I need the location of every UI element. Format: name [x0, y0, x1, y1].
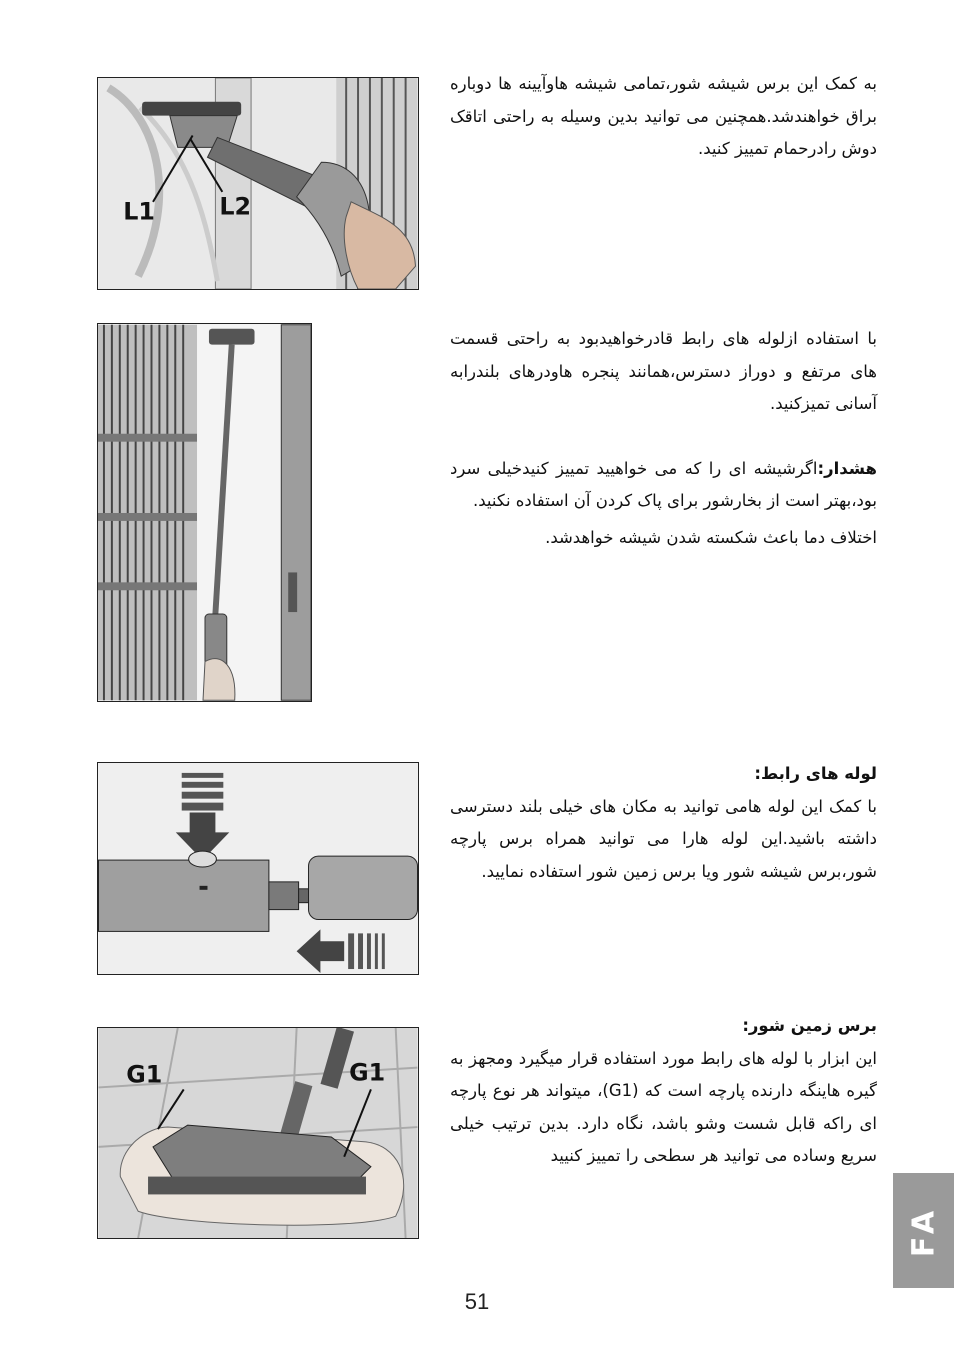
warning-label: هشدار:: [817, 458, 877, 478]
warning-text: اگرشیشه ای را که می خواهیید تمییز کنیدخیلی سرد بود،بهتر است از بخارشور برای پاک کردن آن استفاده نکنید.: [450, 458, 877, 510]
section1-paragraph: به کمک این برس شیشه شور،تمامی شیشه هاوآیینه ها دوباره براق خواهندشد.همچنین می توانید بدین وسیله به راحتی اتاقک دوش رادرحمام تمییز کنید.: [450, 74, 877, 158]
section2-paragraph: با استفاده ازلوله های رابط قادرخواهیدبود به راحتی قسمت های مرتفع و دوراز دسترس،همانند پنجره هاودرهای بلندرابه آسانی تمیزکنید.: [450, 329, 877, 413]
callout-l1: L1: [123, 197, 155, 226]
section4-heading: برس زمین شور:: [742, 1016, 877, 1035]
section4-paragraph: این ابزار با لوله های رابط مورد استفاده قرار میگیرد ومجهز به گیره هاینگه دارنده پارچه است که (G1)، میتواند هر نوع پارچه ای راکه قابل شست وشو باشد، نگاه دارد. بدین ترتیب خیلی سریع وساده می توانید هر سطحی را تمییز کنیید: [450, 1048, 877, 1165]
callout-g1-left: G1: [126, 1060, 163, 1089]
figure-window-brush: [97, 77, 419, 290]
section4-text: [450, 1010, 877, 1173]
figure-tall-window: [97, 323, 312, 702]
floor-brush-illustration: [98, 1028, 418, 1238]
section3-text: [450, 758, 877, 888]
figure-floor-brush: [97, 1027, 419, 1239]
tube-connection-illustration: [98, 763, 418, 974]
tall-window-illustration: [98, 324, 311, 701]
section2-warning: [450, 453, 877, 518]
section2-text: [450, 323, 877, 554]
callout-g1-right: G1: [349, 1058, 386, 1087]
callout-l2: L2: [219, 192, 252, 221]
window-brush-illustration: [98, 78, 418, 289]
page-number: 51: [464, 1289, 490, 1314]
section1-text: [450, 68, 877, 166]
language-tab-label: FA: [906, 1204, 941, 1257]
section3-heading: لوله های رابط:: [754, 764, 877, 783]
figure-tube-connection: [97, 762, 419, 975]
language-tab: [893, 1173, 954, 1288]
section3-paragraph: با کمک این لوله هامی توانید به مکان های خیلی بلند دسترسی داشته باشید.این لوله هارا می توانید همراه برس پارچه شور،برس شیشه شور ویا برس زمین شور استفاده نمایید.: [450, 796, 877, 881]
section2-note: اختلاف دما باعث شکسته شدن شیشه خواهدشد.: [545, 527, 877, 547]
